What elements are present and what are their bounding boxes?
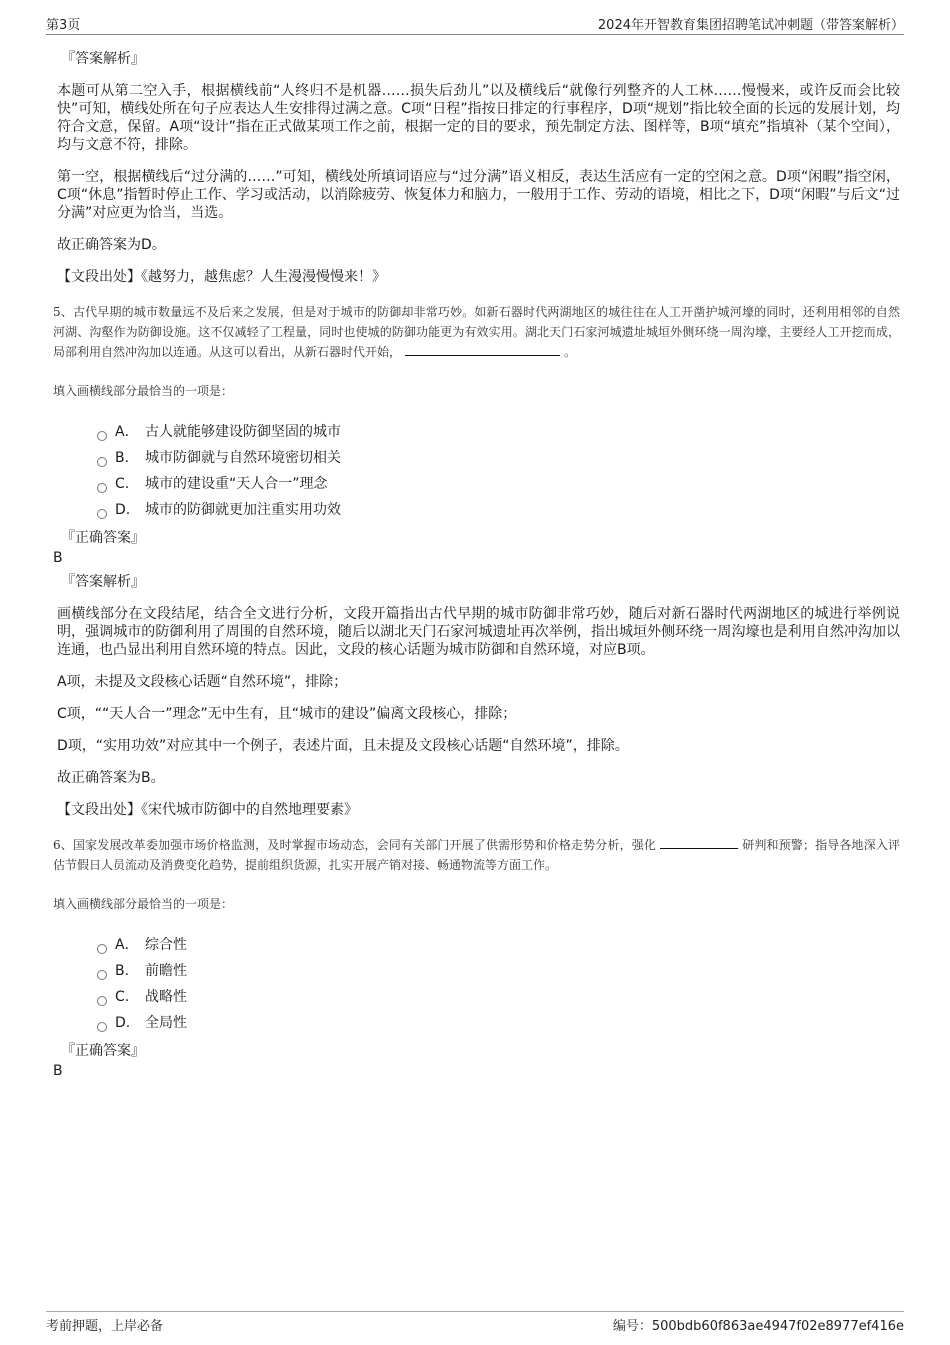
q4-analysis-label: 『答案解析』 — [61, 51, 145, 67]
option-text: 综合性 — [145, 937, 187, 953]
page-footer — [46, 1311, 904, 1332]
option-text: 城市防御就与自然环境密切相关 — [145, 450, 341, 466]
document-title: 2024年开智教育集团招聘笔试冲刺题（带答案解析） — [597, 18, 904, 33]
q5-question-text: 5、古代早期的城市数量远不及后来之发展，但是对于城市的防御却非常巧妙。如新石器时代两湖地区的城往往在人工开凿护城河壕的同时，还利用相邻的自然河湖、沟壑作为防御设施。这不仅减轻了工程量，同时也使城的防御功能更为有效实用。湖北天门石家河城遗址城垣外侧环绕一周沟壕，主要经人工开挖而成，局部利用自然冲沟加以连通。从这可以看出，从新石器时代开始， — [53, 305, 900, 359]
q5-blank — [405, 343, 560, 356]
radio-icon[interactable] — [97, 483, 107, 493]
q6-question-text: 6、国家发展改革委加强市场价格监测，及时掌握市场动态，会同有关部门开展了供需形势和价格走势分析，强化 — [53, 838, 657, 852]
option-letter: C. — [115, 476, 130, 492]
radio-icon[interactable] — [97, 1022, 107, 1032]
option-letter: D. — [115, 502, 131, 518]
page-content — [53, 44, 900, 1080]
radio-icon[interactable] — [97, 970, 107, 980]
q6-option-b[interactable] — [97, 958, 900, 984]
radio-icon[interactable] — [97, 431, 107, 441]
option-text: 全局性 — [145, 1015, 187, 1031]
q5-conclusion: 故正确答案为B。 — [57, 770, 165, 786]
q4-source: 【文段出处】《越努力，越焦虑？人生漫漫慢慢来！》 — [57, 269, 386, 285]
option-text: 战略性 — [145, 989, 187, 1005]
radio-icon[interactable] — [97, 457, 107, 467]
q6-option-c[interactable] — [97, 984, 900, 1010]
q5-question-end: 。 — [564, 345, 577, 359]
option-text: 前瞻性 — [145, 963, 187, 979]
q6-options — [57, 932, 900, 1036]
q5-analysis-paragraph: D项，“实用功效”对应其中一个例子，表述片面，且未提及文段核心话题“自然环境”，排除。 — [57, 738, 629, 754]
q4-conclusion: 故正确答案为D。 — [57, 237, 166, 253]
q5-answer-label: 『正确答案』 — [61, 530, 145, 546]
radio-icon[interactable] — [97, 944, 107, 954]
option-letter: C. — [115, 989, 130, 1005]
option-letter: B. — [115, 963, 130, 979]
q5-analysis-paragraph: C项，““天人合一”理念”无中生有，且“城市的建设”偏离文段核心，排除； — [57, 706, 517, 722]
q6-option-d[interactable] — [97, 1010, 900, 1036]
q4-analysis-paragraph: 第一空，根据横线后“过分满的……”可知，横线处所填词语应与“过分满”语义相反，表达生活应有一定的空闲之意。D项“闲暇”指空闲，C项“休息”指暂时停止工作、学习或活动，以消除疲劳、恢复体力和脑力，一般用于工作、劳动的语境，相比之下，D项“闲暇”与后文“过分满”对应更为恰当，当选。 — [57, 169, 900, 221]
option-letter: A． — [115, 937, 139, 953]
q5-analysis-label: 『答案解析』 — [61, 574, 145, 590]
q5-option-a[interactable] — [97, 419, 900, 445]
q5-option-b[interactable] — [97, 445, 900, 471]
q5-source: 【文段出处】《宋代城市防御中的自然地理要素》 — [57, 802, 358, 818]
q5-answer: B — [53, 550, 63, 566]
q5-analysis-paragraph: 画横线部分在文段结尾，结合全文进行分析，文段开篇指出古代早期的城市防御非常巧妙，随后对新石器时代两湖地区的城进行举例说明，强调城市的防御利用了周围的自然环境，随后以湖北天门石家河城遗址再次举例，指出城垣外侧环绕一周沟壕也是利用自然冲沟加以连通，也凸显出利用自然环境的特点。因此，文段的核心话题为城市防御和自然环境，对应B项。 — [57, 606, 900, 658]
option-text: 城市的建设重“天人合一”理念 — [145, 476, 328, 492]
option-letter: A． — [115, 424, 139, 440]
page-number: 第3页 — [46, 18, 81, 33]
q6-answer: B — [53, 1063, 63, 1079]
q6-blank — [660, 836, 738, 849]
option-letter: D. — [115, 1015, 131, 1031]
q6-answer-label: 『正确答案』 — [61, 1043, 145, 1059]
q6-prompt: 填入画横线部分最恰当的一项是： — [53, 897, 234, 911]
q5-analysis-paragraph: A项，未提及文段核心话题“自然环境”，排除； — [57, 674, 348, 690]
document-id: 编号：500bdb60f863ae4947f02e8977ef416e — [612, 1319, 904, 1334]
q5-option-c[interactable] — [97, 471, 900, 497]
q5-option-d[interactable] — [97, 497, 900, 523]
q5-options — [57, 419, 900, 523]
footer-slogan: 考前押题，上岸必备 — [46, 1319, 164, 1334]
option-text: 古人就能够建设防御坚固的城市 — [145, 424, 341, 440]
option-text: 城市的防御就更加注重实用功效 — [145, 502, 341, 518]
option-letter: B. — [115, 450, 130, 466]
q5-question — [53, 302, 900, 362]
q5-prompt: 填入画横线部分最恰当的一项是： — [53, 384, 234, 398]
radio-icon[interactable] — [97, 509, 107, 519]
radio-icon[interactable] — [97, 996, 107, 1006]
page-header — [46, 14, 904, 35]
q4-analysis-paragraph: 本题可从第二空入手，根据横线前“人终归不是机器……损失后劲儿”以及横线后“就像行列整齐的人工林……慢慢来，或许反而会比较快”可知，横线处所在句子应表达人生安排得过满之意。C项“日程”指按日排定的行事程序，D项“规划”指比较全面的长远的发展计划，均符合文意，保留。A项“设计”指在正式做某项工作之前，根据一定的目的要求，预先制定方法、图样等，B项“填充”指填补（某个空间），均与文意不符，排除。 — [57, 83, 900, 153]
q6-question — [53, 835, 900, 875]
q6-question-end: 研判和预警；指导各地深入评估节假日人员流动及消费变化趋势，提前组织货源，扎实开展产销对接、畅通物流等方面工作。 — [53, 838, 900, 872]
q6-option-a[interactable] — [97, 932, 900, 958]
